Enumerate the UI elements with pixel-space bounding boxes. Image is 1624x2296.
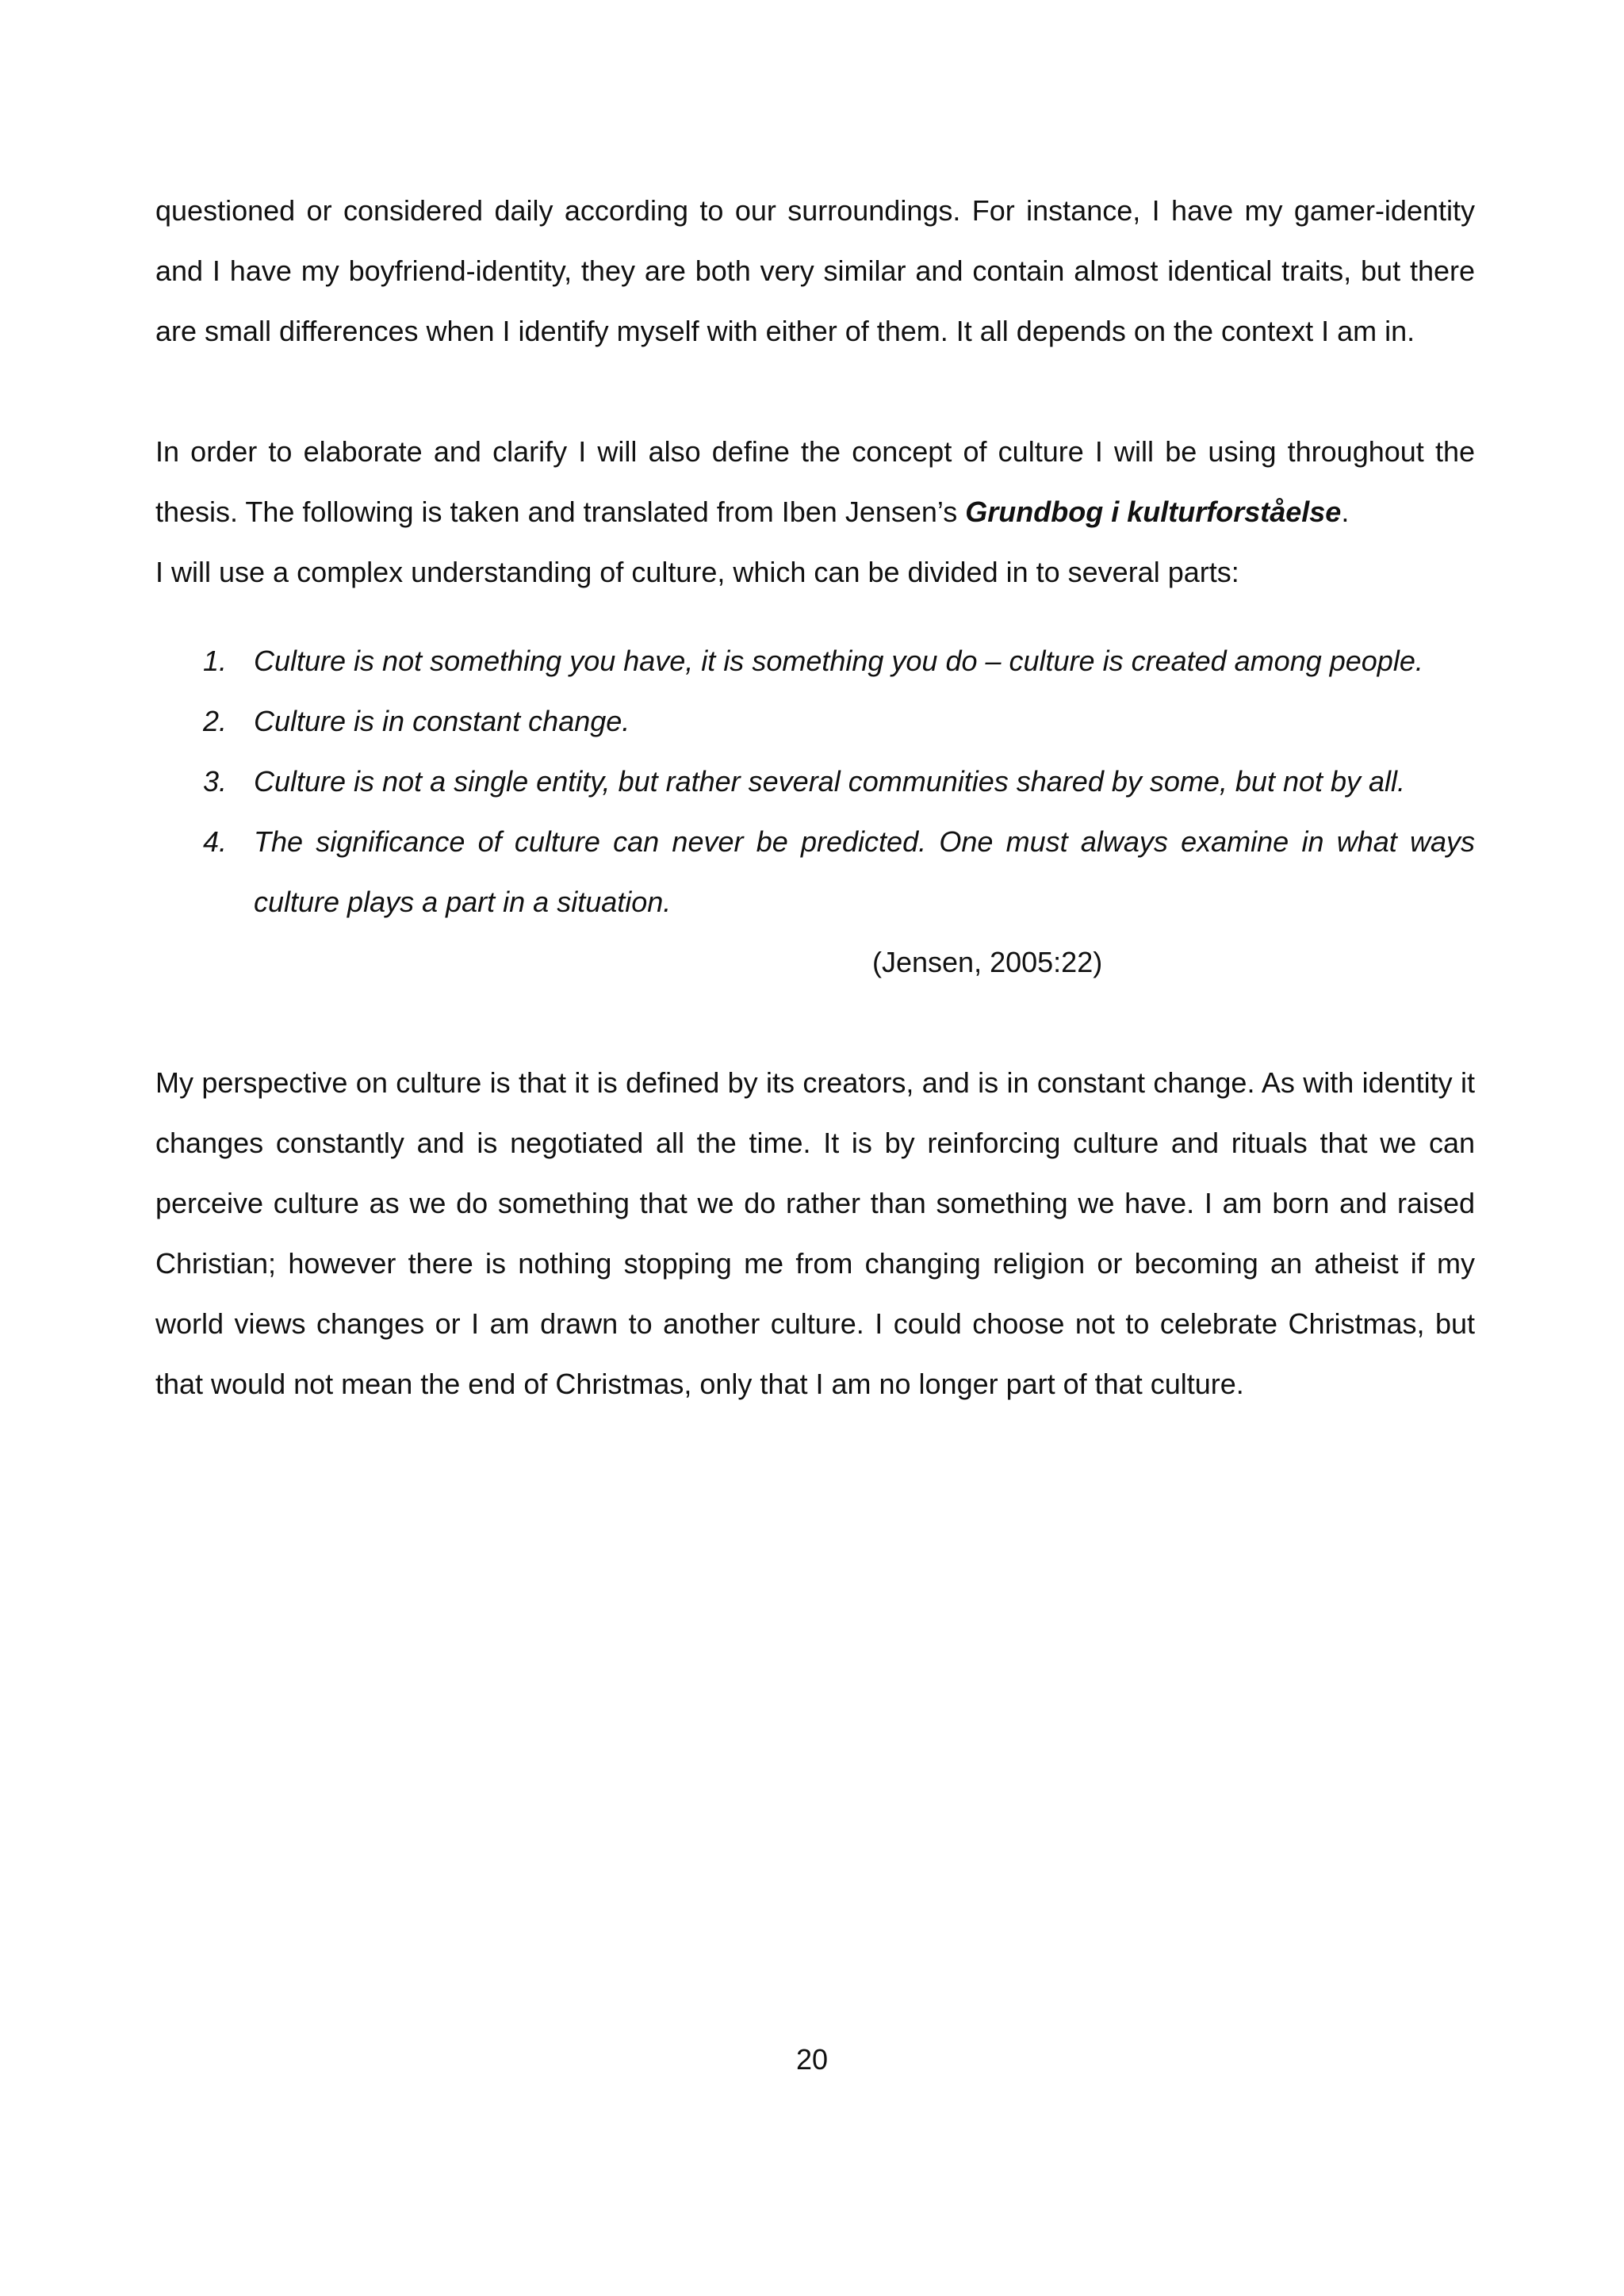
body-text bbox=[155, 181, 1475, 1414]
book-title: Grundbog i kulturforståelse bbox=[965, 496, 1342, 528]
list-item bbox=[155, 631, 1475, 691]
citation: (Jensen, 2005:22) bbox=[872, 946, 1103, 978]
list-item-text: The significance of culture can never be predicted. One must always examine in what ways culture plays a part in a situation. bbox=[254, 825, 1475, 918]
culture-parts-list bbox=[155, 631, 1475, 932]
paragraph-culture-definition bbox=[155, 422, 1475, 542]
paragraph-culture-definition-text: In order to elaborate and clarify I will also define the concept of culture I will be using throughout the thesis. The following is taken and translated from Iben Jensen’s bbox=[155, 435, 1475, 528]
paragraph-identity: questioned or considered daily according to our surroundings. For instance, I have my gamer-identity and I have my boyfriend-identity, they are both very similar and contain almost identical traits, but there are small differences when I identify myself with either of them. It all depends on the context I am in. bbox=[155, 194, 1475, 347]
list-item-text: Culture is in constant change. bbox=[254, 705, 630, 737]
list-item-text: Culture is not a single entity, but rather several communities shared by some, but not by all. bbox=[254, 765, 1406, 798]
list-item bbox=[155, 691, 1475, 752]
list-item-number: 4. bbox=[203, 825, 228, 858]
list-item-number: 3. bbox=[203, 765, 228, 798]
list-item bbox=[155, 812, 1475, 932]
list-item-number: 2. bbox=[203, 705, 228, 737]
list-item-text: Culture is not something you have, it is something you do – culture is created among people. bbox=[254, 645, 1423, 677]
list-item-number: 1. bbox=[203, 645, 228, 677]
paragraph-perspective: My perspective on culture is that it is defined by its creators, and is in constant change. As with identity it changes constantly and is negotiated all the time. It is by reinforcing culture and rituals that we can perceive culture as we do something that we do rather than something we have. I am born and raised Christian; however there is nothing stopping me from changing religion or becoming an atheist if my world views changes or I am drawn to another culture. I could choose not to celebrate Christmas, but that would not mean the end of Christmas, only that I am no longer part of that culture. bbox=[155, 1066, 1475, 1400]
page-number: 20 bbox=[795, 2043, 829, 2076]
paragraph-culture-definition-end: . bbox=[1341, 496, 1350, 528]
list-item bbox=[155, 752, 1475, 812]
paragraph-culture-intro: I will use a complex understanding of culture, which can be divided in to several parts: bbox=[155, 556, 1239, 588]
paragraph-spacer bbox=[155, 993, 1475, 1053]
paragraph-spacer bbox=[155, 362, 1475, 422]
